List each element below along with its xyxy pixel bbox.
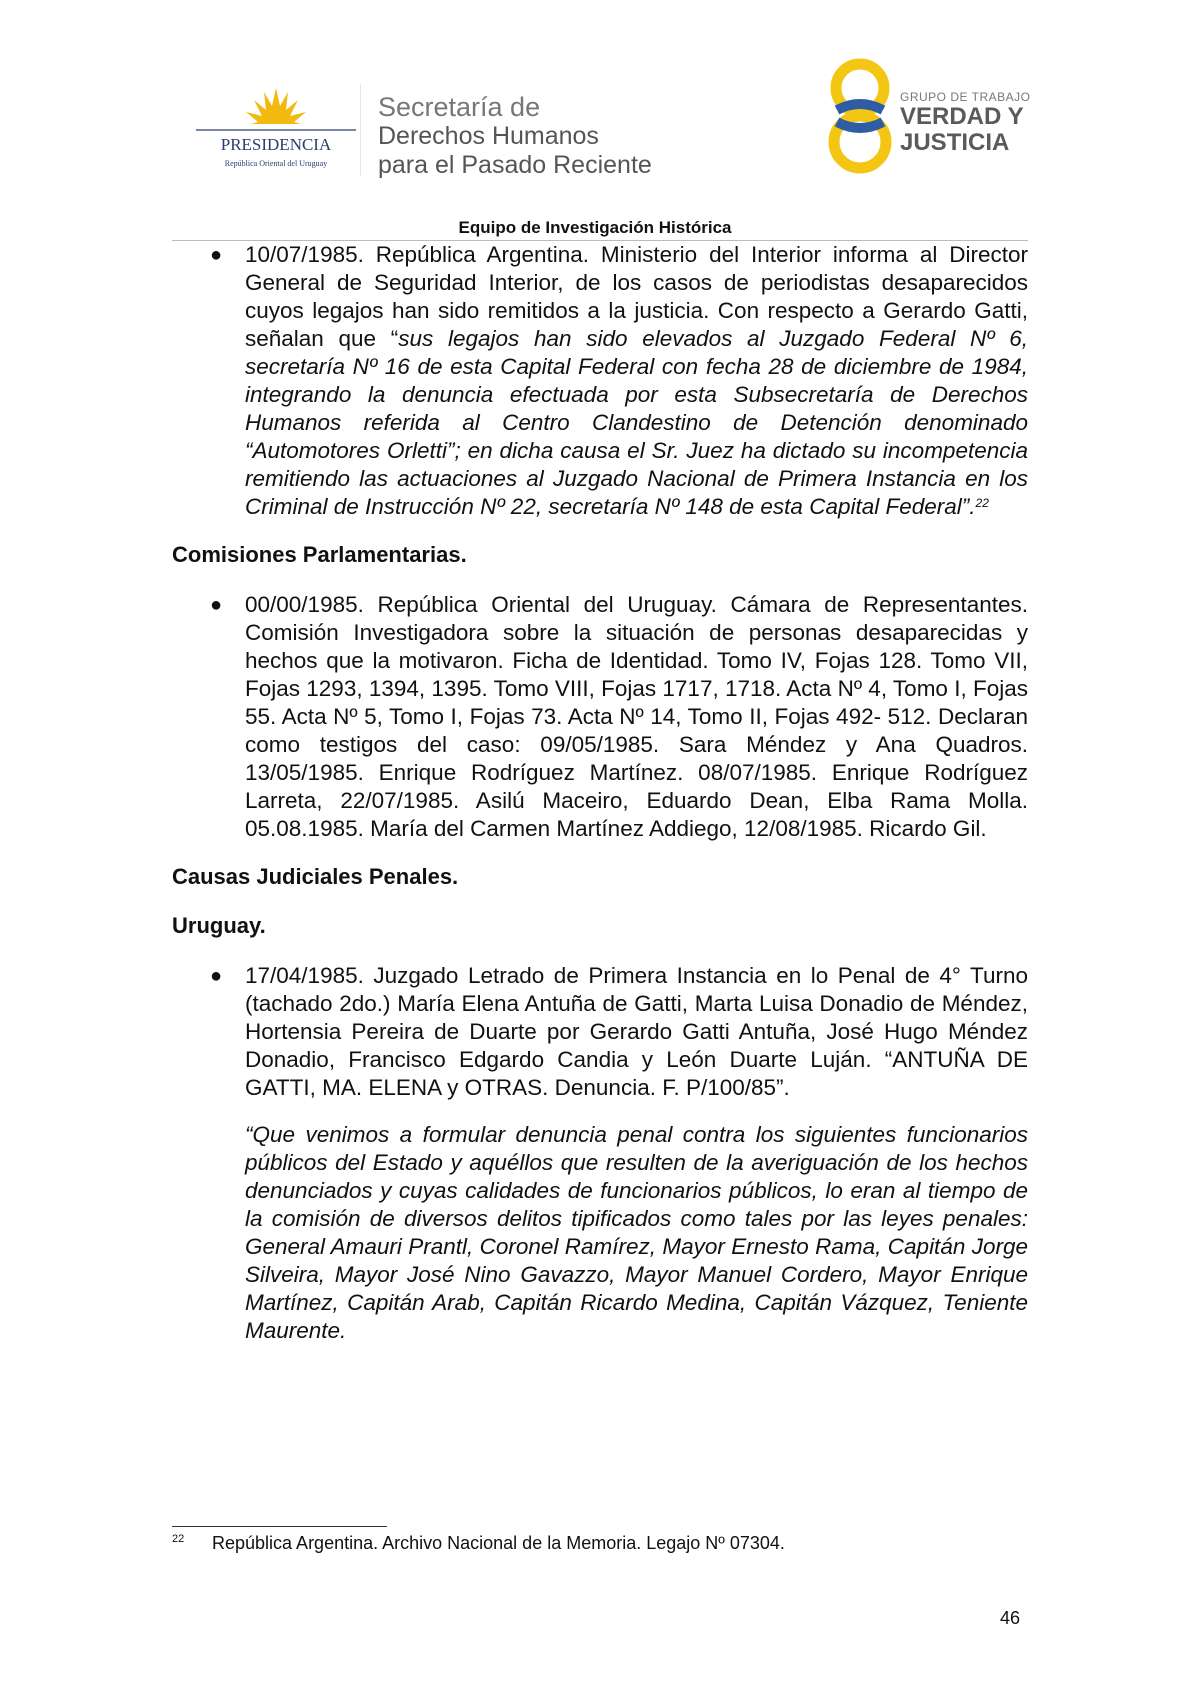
item1-text: 10/07/1985. República Argentina. Ministerio del Interior informa al Director General de Seguridad Interior, de los casos de periodistas desaparecidos cuyos legajos han sido remitidos a la justicia. Con respecto a Gerardo Gatti, señalan que “ bbox=[245, 242, 1028, 351]
section-heading-causas: Causas Judiciales Penales. bbox=[172, 864, 459, 889]
section-heading-comisiones: Comisiones Parlamentarias. bbox=[172, 542, 467, 567]
footnote-number: 22 bbox=[172, 1533, 185, 1545]
list-item bbox=[172, 591, 1028, 843]
section-heading-uruguay: Uruguay. bbox=[172, 913, 266, 938]
secretaria-line3: para el Pasado Reciente bbox=[378, 151, 652, 179]
document-body bbox=[172, 241, 1028, 1345]
footnote-text: República Argentina. Archivo Nacional de la Memoria. Legajo Nº 07304. bbox=[212, 1533, 785, 1553]
item1-quote: sus legajos han sido elevados al Juzgado Federal Nº 6, secretaría Nº 16 de esta Capital Federal con fecha 28 de diciembre de 1984, integrando la denuncia efectuada por esta Subsecretaría de Derechos Humanos referida al Centro Clandestino de Detención denominado “Automotores Orletti”; en dicha causa el Sr. Juez ha dictado su incompetencia remitiendo las actuaciones al Juzgado Nacional de Primera Instancia en los Criminal de Instrucción Nº 22, secretaría Nº 148 de esta Capital Federal”. bbox=[245, 326, 1028, 519]
list-item bbox=[172, 241, 1028, 521]
verdad-justicia-title bbox=[900, 90, 1030, 156]
header-divider bbox=[360, 84, 361, 176]
gt-line2: VERDAD Y bbox=[900, 103, 1024, 130]
page-number: 46 bbox=[1000, 1608, 1021, 1628]
bullet-icon: ● bbox=[210, 965, 223, 987]
list-item bbox=[172, 962, 1028, 1102]
gt-line1: GRUPO DE TRABAJO bbox=[900, 90, 1031, 104]
item2-text: 00/00/1985. República Oriental del Uruguay. Cámara de Representantes. Comisión Investigadora sobre la situación de personas desaparecidas y hechos que la motivaron. Ficha de Identidad. Tomo IV, Fojas 128. Tomo VII, Fojas 1293, 1394, 1395. Tomo VIII, Fojas 1717, 1718. Acta Nº 4, Tomo I, Fojas 55. Acta Nº 5, Tomo I, Fojas 73. Acta Nº 14, Tomo II, Fojas 492- 512. Declaran como testigos del caso: 09/05/1985. Sara Méndez y Ana Quadros. 13/05/1985. Enrique Rodríguez Martínez. 08/07/1985. Enrique Rodríguez Larreta, 22/07/1985. Asilú Maceiro, Eduardo Dean, Elba Rama Molla. 05.08.1985. María del Carmen Martínez Addiego, 12/08/1985. Ricardo Gil. bbox=[245, 592, 1028, 841]
secretaria-line2: Derechos Humanos bbox=[378, 122, 599, 150]
team-title: Equipo de Investigación Histórica bbox=[458, 218, 732, 237]
bullet-icon: ● bbox=[210, 594, 223, 616]
verdad-justicia-logo-icon bbox=[823, 58, 898, 178]
quote-block: “Que venimos a formular denuncia penal contra los siguientes funcionarios públicos del Estado y aquéllos que resulten de la averiguación de los hechos denunciados y cuyas calidades de funcionarios públicos, lo eran al tiempo de la comisión de diversos delitos tipificados como tales por las leyes penales: General Amauri Prantl, Coronel Ramírez, Mayor Ernesto Rama, Capitán Jorge Silveira, Mayor José Nino Gavazzo, Mayor Manuel Cordero, Mayor Enrique Martínez, Capitán Arab, Capitán Ricardo Medina, Capitán Vázquez, Teniente Maurente. bbox=[245, 1122, 1028, 1343]
secretaria-title bbox=[378, 92, 652, 180]
svg-text:PRESIDENCIA: PRESIDENCIA bbox=[220, 135, 332, 154]
presidencia-logo bbox=[196, 80, 356, 175]
item3-text: 17/04/1985. Juzgado Letrado de Primera Instancia en lo Penal de 4° Turno (tachado 2do.) María Elena Antuña de Gatti, Marta Luisa Donadio de Méndez, Hortensia Pereira de Duarte por Gerardo Gatti Antuña, José Hugo Méndez Donadio, Francisco Edgardo Candia y León Duarte Luján. “ANTUÑA DE GATTI, MA. ELENA y OTRAS. Denuncia. F. P/100/85”. bbox=[245, 963, 1028, 1100]
footnote-ref[interactable]: 22 bbox=[975, 496, 989, 510]
footnote-rule bbox=[172, 1526, 387, 1527]
svg-text:República Oriental del Uruguay: República Oriental del Uruguay bbox=[224, 159, 328, 168]
secretaria-line1: Secretaría de bbox=[378, 92, 541, 122]
gt-line3: JUSTICIA bbox=[900, 129, 1010, 156]
bullet-icon: ● bbox=[210, 244, 223, 266]
